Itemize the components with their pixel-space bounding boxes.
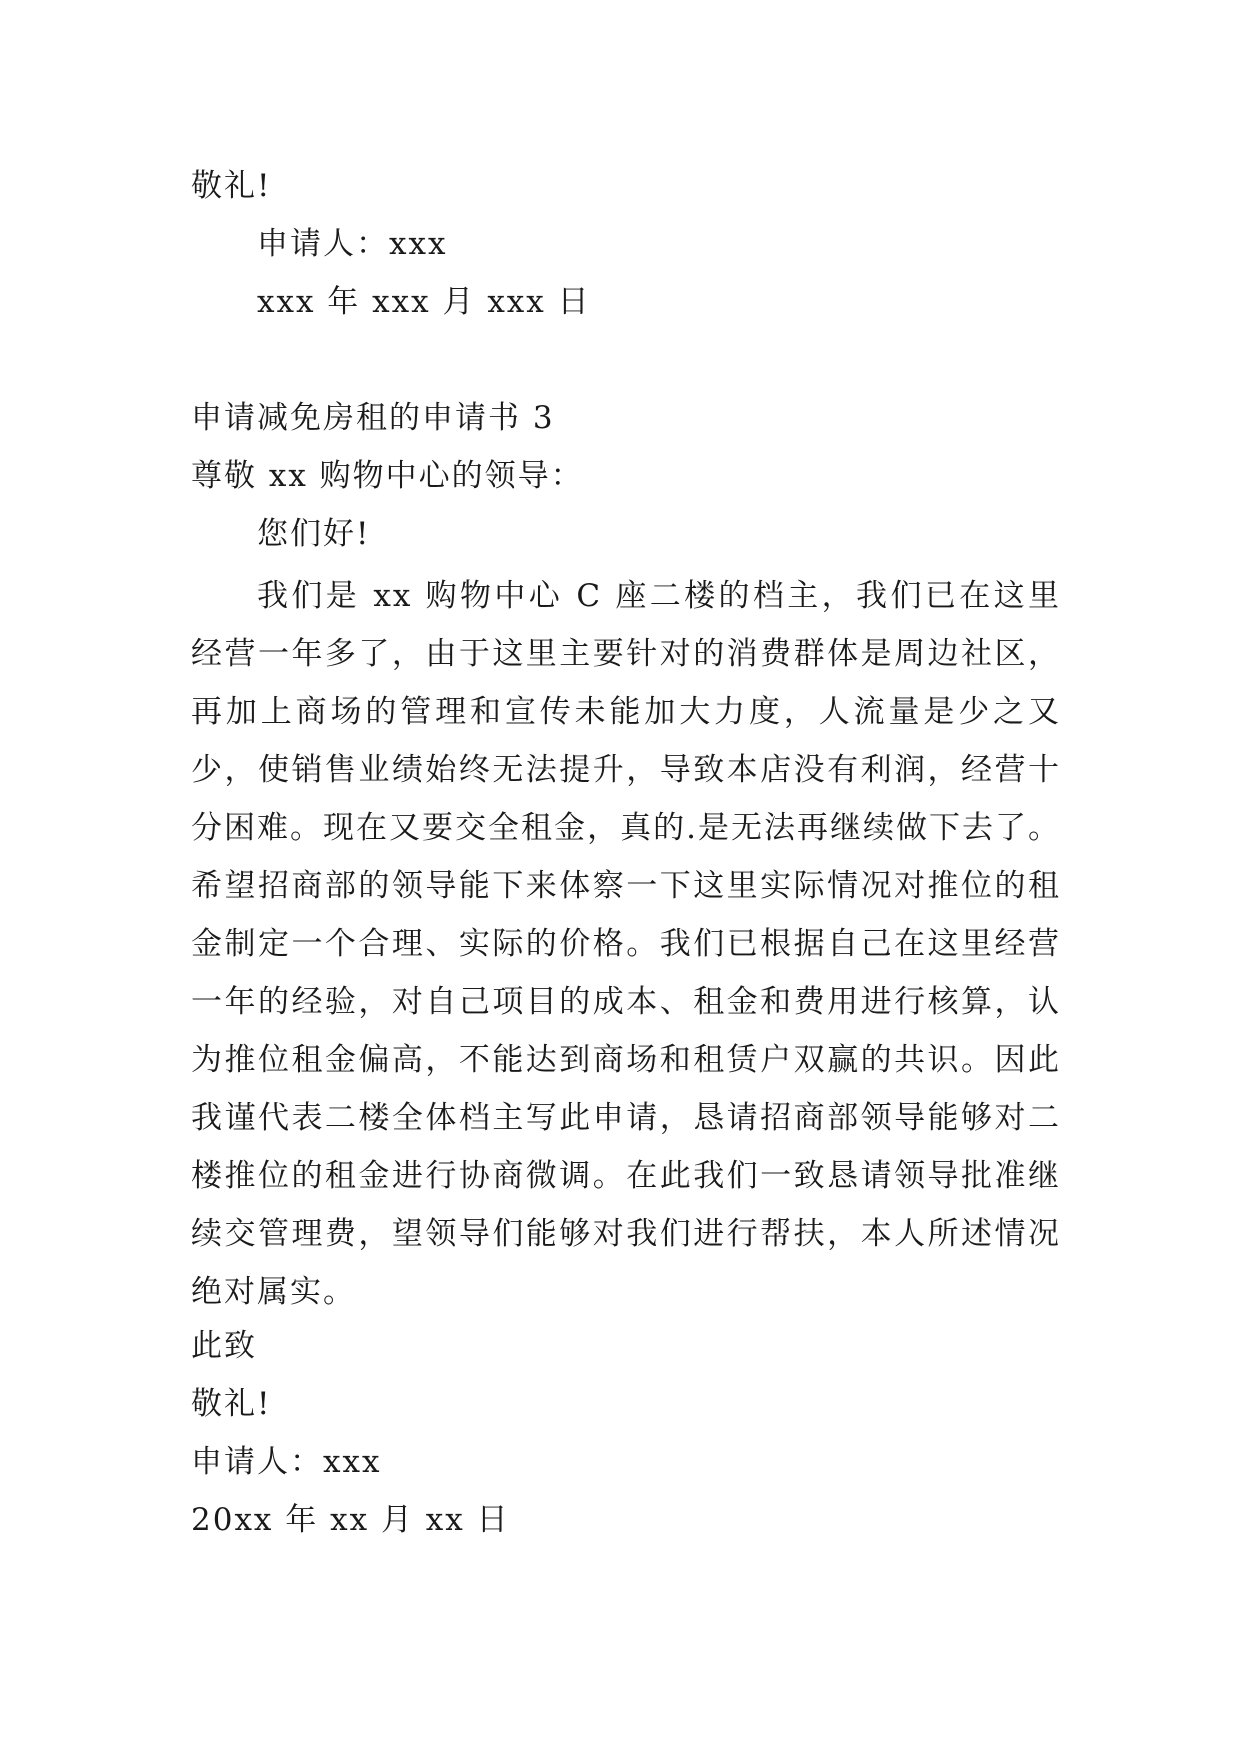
- letter-salutation: 敬礼!: [191, 1386, 272, 1422]
- top-date: xxx 年 xxx 月 xxx 日: [257, 284, 591, 320]
- letter-greeting: 您们好!: [257, 516, 371, 552]
- letter-body: 我们是 xx 购物中心 C 座二楼的档主，我们已在这里经营一年多了，由于这里主要针对的消费群体是周边社区，再加上商场的管理和宣传未能加大力度，人流量是少之又少，使销售业绩始终无法提升，导致本店没有利润，经营十分困难。现在又要交全租金，真的.是无法再继续做下去了。希望招商部的领导能下来体察一下这里实际情况对推位的租金制定一个合理、实际的价格。我们已根据自己在这里经营一年的经验，对自己项目的成本、租金和费用进行核算，认为推位租金偏高，不能达到商场和租赁户双赢的共识。因此我谨代表二楼全体档主写此申请，恳请招商部领导能够对二楼推位的租金进行协商微调。在此我们一致恳请领导批准继续交管理费，望领导们能够对我们进行帮扶，本人所述情况绝对属实。: [191, 578, 1061, 1310]
- top-applicant: 申请人：xxx: [257, 226, 448, 262]
- letter-date: 20xx 年 xx 月 xx 日: [191, 1502, 510, 1538]
- letter-addressee: 尊敬 xx 购物中心的领导：: [191, 458, 584, 494]
- top-salutation: 敬礼!: [191, 168, 272, 204]
- letter-applicant: 申请人：xxx: [191, 1444, 382, 1480]
- letter-title: 申请减免房租的申请书 3: [191, 400, 555, 436]
- letter-closing: 此致: [191, 1328, 257, 1364]
